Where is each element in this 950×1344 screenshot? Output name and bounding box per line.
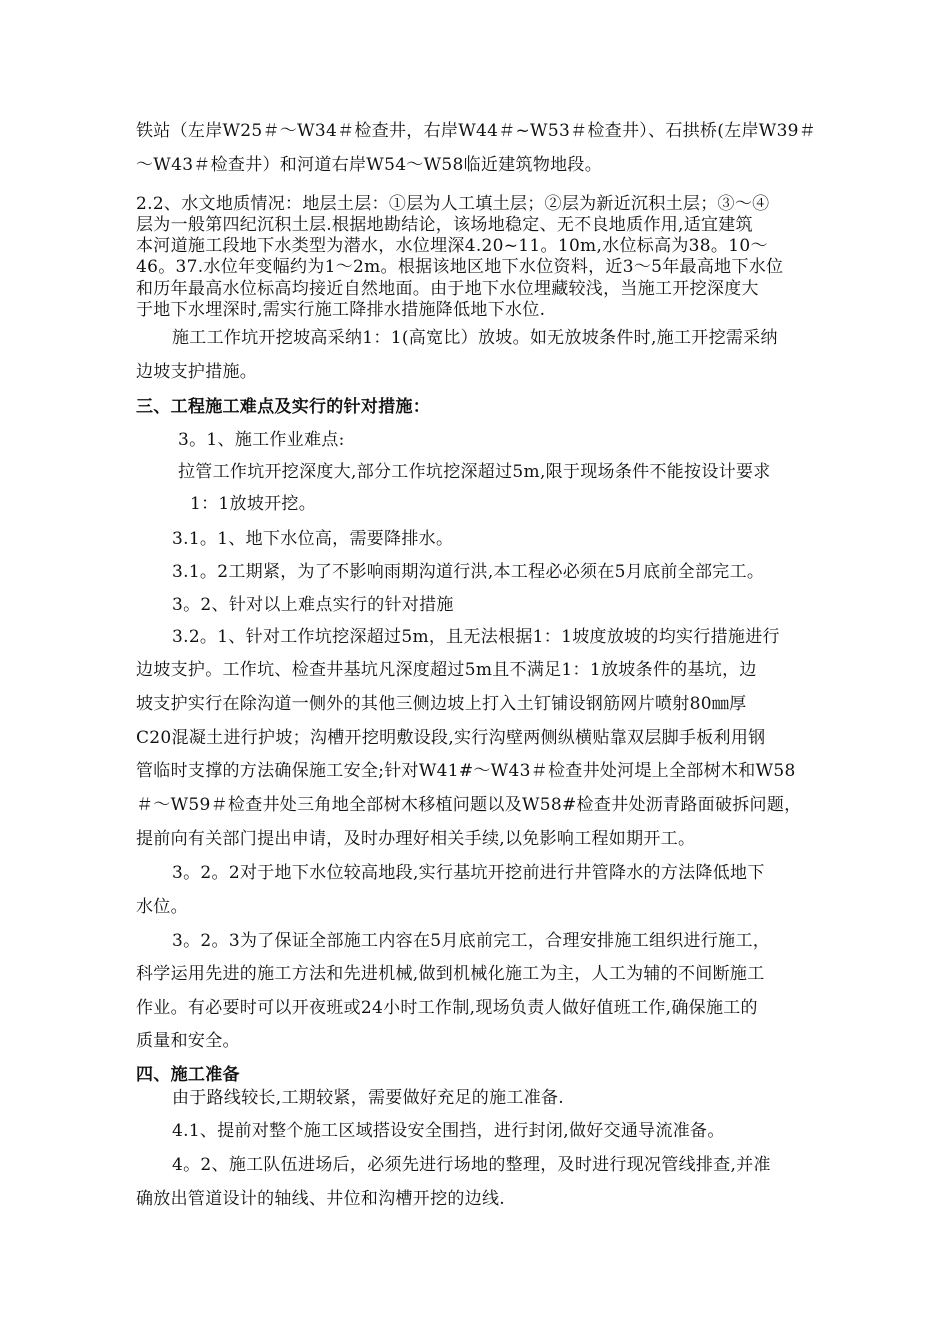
subsection-heading: 3。1、施工作业难点:	[178, 430, 345, 450]
text-line: 3。2。2对于地下水位较高地段,实行基坑开挖前进行井管降水的方法降低地下	[172, 863, 765, 883]
section-heading: 三、工程施工难点及实行的针对措施：	[136, 397, 431, 417]
text-line: 拉管工作坑开挖深度大,部分工作坑挖深超过5m,限于现场条件不能按设计要求	[178, 462, 771, 482]
text-line: 施工工作坑开挖坡高采纳1：1(高宽比）放坡。如无放坡条件时,施工开挖需采纳	[172, 328, 778, 348]
text-line: 作业。有必要时可以开夜班或24小时工作制,现场负责人做好值班工作,确保施工的	[136, 998, 758, 1018]
text-line: 质量和安全。	[136, 1031, 240, 1051]
text-line: 铁站（左岸W25＃～W34＃检查井，右岸W44＃~W53＃检查井）、石拱桥(左岸W39＃	[136, 121, 817, 141]
text-line: 边坡支护措施。	[136, 362, 258, 382]
text-line: 3。2。3为了保证全部施工内容在5月底前完工，合理安排施工组织进行施工，	[172, 931, 771, 951]
text-line: 边坡支护。工作坑、检查井基坑凡深度超过5m且不满足1：1放坡条件的基坑，边	[136, 660, 757, 680]
text-line: C20混凝土进行护坡；沟槽开挖明敷设段,实行沟壁两侧纵横贴靠双层脚手板利用钢	[136, 728, 766, 748]
text-line: 4。2、施工队伍进场后，必须先进行场地的整理，及时进行现况管线排查,并准	[172, 1155, 771, 1175]
text-line: 和历年最高水位标高均接近自然地面。由于地下水位埋藏较浅，当施工开挖深度大	[136, 279, 759, 299]
text-line: 3.2。1、针对工作坑挖深超过5m，且无法根据1：1坡度放坡的均实行措施进行	[172, 627, 780, 647]
text-line: 3.1。2工期紧，为了不影响雨期沟道行洪,本工程必必须在5月底前全部完工。	[172, 562, 765, 582]
text-line: 坡支护实行在除沟道一侧外的其他三侧边坡上打入土钉铺设钢筋网片喷射80㎜厚	[136, 694, 747, 714]
text-line: 科学运用先进的施工方法和先进机械,做到机械化施工为主，人工为辅的不间断施工	[136, 964, 765, 984]
text-line: 管临时支撑的方法确保施工安全;针对W41#～W43＃检查井处河堤上全部树木和W58	[136, 761, 796, 781]
text-line: 于地下水埋深时,需实行施工降排水措施降低地下水位.	[136, 300, 546, 320]
text-line: 1：1放坡开挖。	[190, 494, 317, 514]
section-heading: 四、施工准备	[136, 1065, 240, 1085]
text-line: 2.2、水文地质情况：地层土层：①层为人工填土层；②层为新近沉积土层；③～④	[136, 194, 770, 214]
text-line: 3.1。1、地下水位高，需要降排水。	[172, 529, 454, 549]
text-line: 本河道施工段地下水类型为潜水，水位埋深4.20~11。10m,水位标高为38。10～	[136, 236, 768, 256]
text-line: 水位。	[136, 897, 188, 917]
subsection-heading: 3。2、针对以上难点实行的针对措施	[172, 595, 454, 615]
text-line: ＃～W59＃检查井处三角地全部树木移植问题以及W58#检查井处沥青路面破拆问题，	[136, 795, 802, 815]
text-line: 提前向有关部门提出申请，及时办理好相关手续,以免影响工程如期开工。	[136, 829, 696, 849]
text-line: 由于路线较长,工期较紧，需要做好充足的施工准备.	[172, 1088, 565, 1108]
text-line: 层为一般第四纪沉积土层.根据地勘结论，该场地稳定、无不良地质作用,适宜建筑	[136, 215, 753, 235]
text-line: 4.1、提前对整个施工区域搭设安全围挡，进行封闭,做好交通导流准备。	[172, 1121, 725, 1141]
text-line: ～W43＃检查井）和河道右岸W54～W58临近建筑物地段。	[136, 155, 603, 175]
text-line: 46。37.水位年变幅约为1～2m。根据该地区地下水位资料，近3～5年最高地下水位	[136, 257, 784, 277]
text-line: 确放出管道设计的轴线、井位和沟槽开挖的边线.	[136, 1189, 506, 1209]
